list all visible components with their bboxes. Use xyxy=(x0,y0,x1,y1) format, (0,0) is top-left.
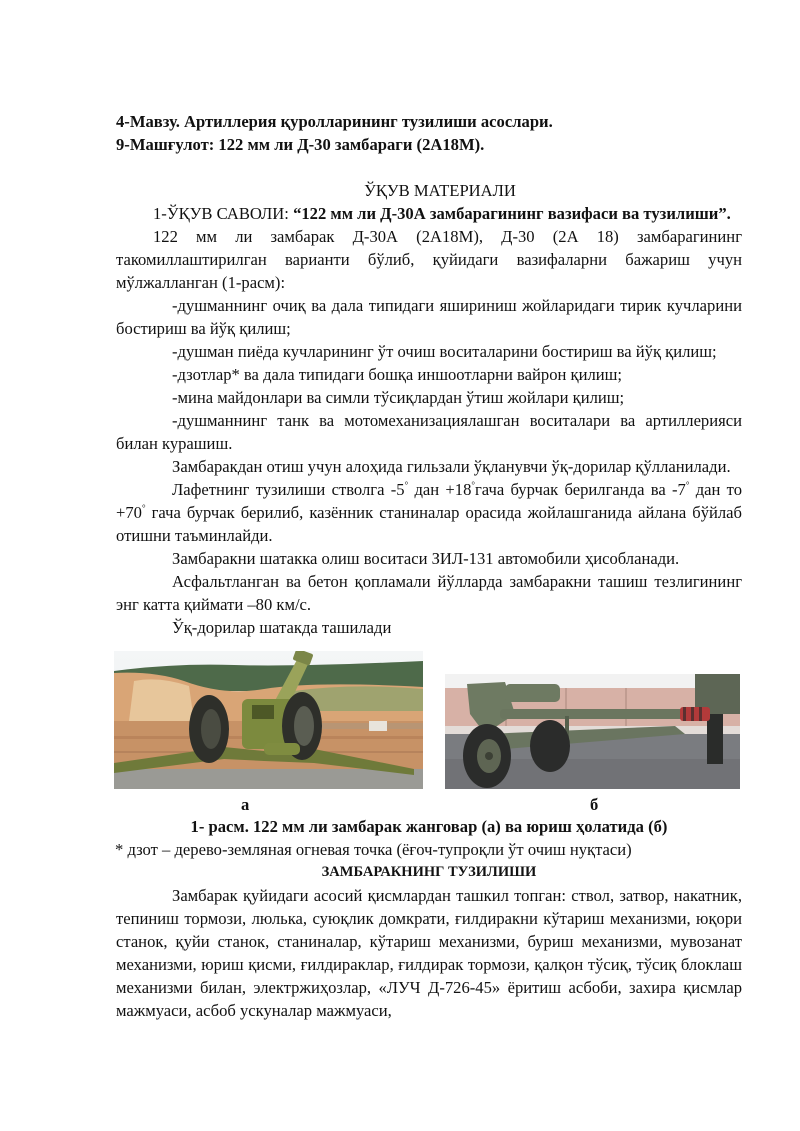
text-run: Лафетнинг тузилиши стволга -5 xyxy=(172,480,405,499)
figure-label-a: а xyxy=(241,795,250,814)
task-item: -душман пиёда кучларининг ўт очиш воситаларини бостириш ва йўқ қилиш; xyxy=(172,342,717,361)
task-item: -дзотлар* ва дала типидаги бошқа иншоотларни вайрон қилиш; xyxy=(172,365,623,384)
study-question xyxy=(116,202,742,225)
task-item: -душманнинг очиқ ва дала типидаги яшириниш жойларидаги тирик кучларини бостириш ва йўқ қилиш; xyxy=(116,296,742,338)
degree-sign: ° xyxy=(685,480,690,490)
intro-paragraph: 122 мм ли замбарак Д-30А (2А18М), Д-30 (2А 18) замбарагининг такомиллаштирилган варианти бўлиб, қуйидаги вазифаларни бажариш учун мўлжалланган (1-расм): xyxy=(116,227,742,292)
ammo-transport-paragraph: Ўқ-дорилар шатакда ташилади xyxy=(172,618,392,637)
tow-paragraph: Замбаракни шатакка олиш воситаси ЗИЛ-131 автомобили ҳисобланади. xyxy=(172,549,680,568)
figure-label-b: б xyxy=(590,795,599,814)
degree-sign: ° xyxy=(141,503,146,513)
structure-paragraph: Замбарак қуйидаги асосий қисмлардан ташкил топган: ствол, затвор, накатник, тепиниш тормози, люлька, суюқлик домкрати, ғилдиракни кўтариш механизми, юқори станок, қуйи станок, станиналар, кўтариш механизми, буриш механизми, мувозанат механизми, юриш қисми, ғилдираклар, ғилдирак тормози, қалқон тўсиқ, тўсиқ блоклаш механизми билан, электржиҳозлар, «ЛУЧ Д-726-45» ёритиш асбоби, захира қисмлар мажмуаси, асбоб ускуналар мажмуаси, xyxy=(116,886,742,1020)
figure-caption: 1- расм. 122 мм ли замбарак жанговар (а) ва юриш ҳолатида (б) xyxy=(190,817,668,836)
text-run: дан то +70 xyxy=(116,480,743,522)
section-title: ЗАМБАРАКНИНГ ТУЗИЛИШИ xyxy=(321,864,537,880)
howitzer-travel-photo xyxy=(445,674,740,789)
text-run: дан +18 xyxy=(408,480,472,499)
degree-sign: ° xyxy=(471,480,475,490)
topic-heading: 4-Мавзу. Артиллерия қуролларининг тузилиши асослари. xyxy=(116,112,553,131)
task-item: -душманнинг танк ва мотомеханизациялашган воситалари ва артиллерияси билан курашиш. xyxy=(116,411,742,453)
material-title: ЎҚУВ МАТЕРИАЛИ xyxy=(364,181,516,200)
figure-images xyxy=(116,651,742,801)
text-run: гача бурчак берилиб, казённик станиналар орасида жойлашганида айлана бўйлаб отишни таъминлайди. xyxy=(116,503,742,545)
carriage-paragraph xyxy=(116,478,742,547)
footnote: * дзот – дерево-земляная огневая точка (ёғоч-тупроқли ўт очиш нуқтаси) xyxy=(115,840,632,859)
ammo-paragraph: Замбаракдан отиш учун алоҳида гильзали ўқланувчи ўқ-дорилар қўлланилади. xyxy=(172,457,731,476)
task-item: -мина майдонлари ва симли тўсиқлардан ўтиш жойлари қилиш; xyxy=(172,388,625,407)
document-page xyxy=(116,110,742,1022)
speed-paragraph: Асфальтланган ва бетон қопламали йўлларда замбаракни ташиш тезлигининг энг катта қиймати –80 км/с. xyxy=(116,572,742,614)
degree-sign: ° xyxy=(404,480,409,490)
question-text: “122 мм ли Д-30А замбарагининг вазифаси ва тузилиши”. xyxy=(293,204,731,223)
question-prefix: 1-ЎҚУВ САВОЛИ: xyxy=(153,204,294,223)
figure-labels xyxy=(116,795,742,823)
lesson-heading: 9-Машғулот: 122 мм ли Д-30 замбараги (2А18М). xyxy=(116,135,485,154)
howitzer-combat-photo xyxy=(114,651,423,789)
text-run: гача бурчак берилганда ва -7 xyxy=(474,480,686,499)
